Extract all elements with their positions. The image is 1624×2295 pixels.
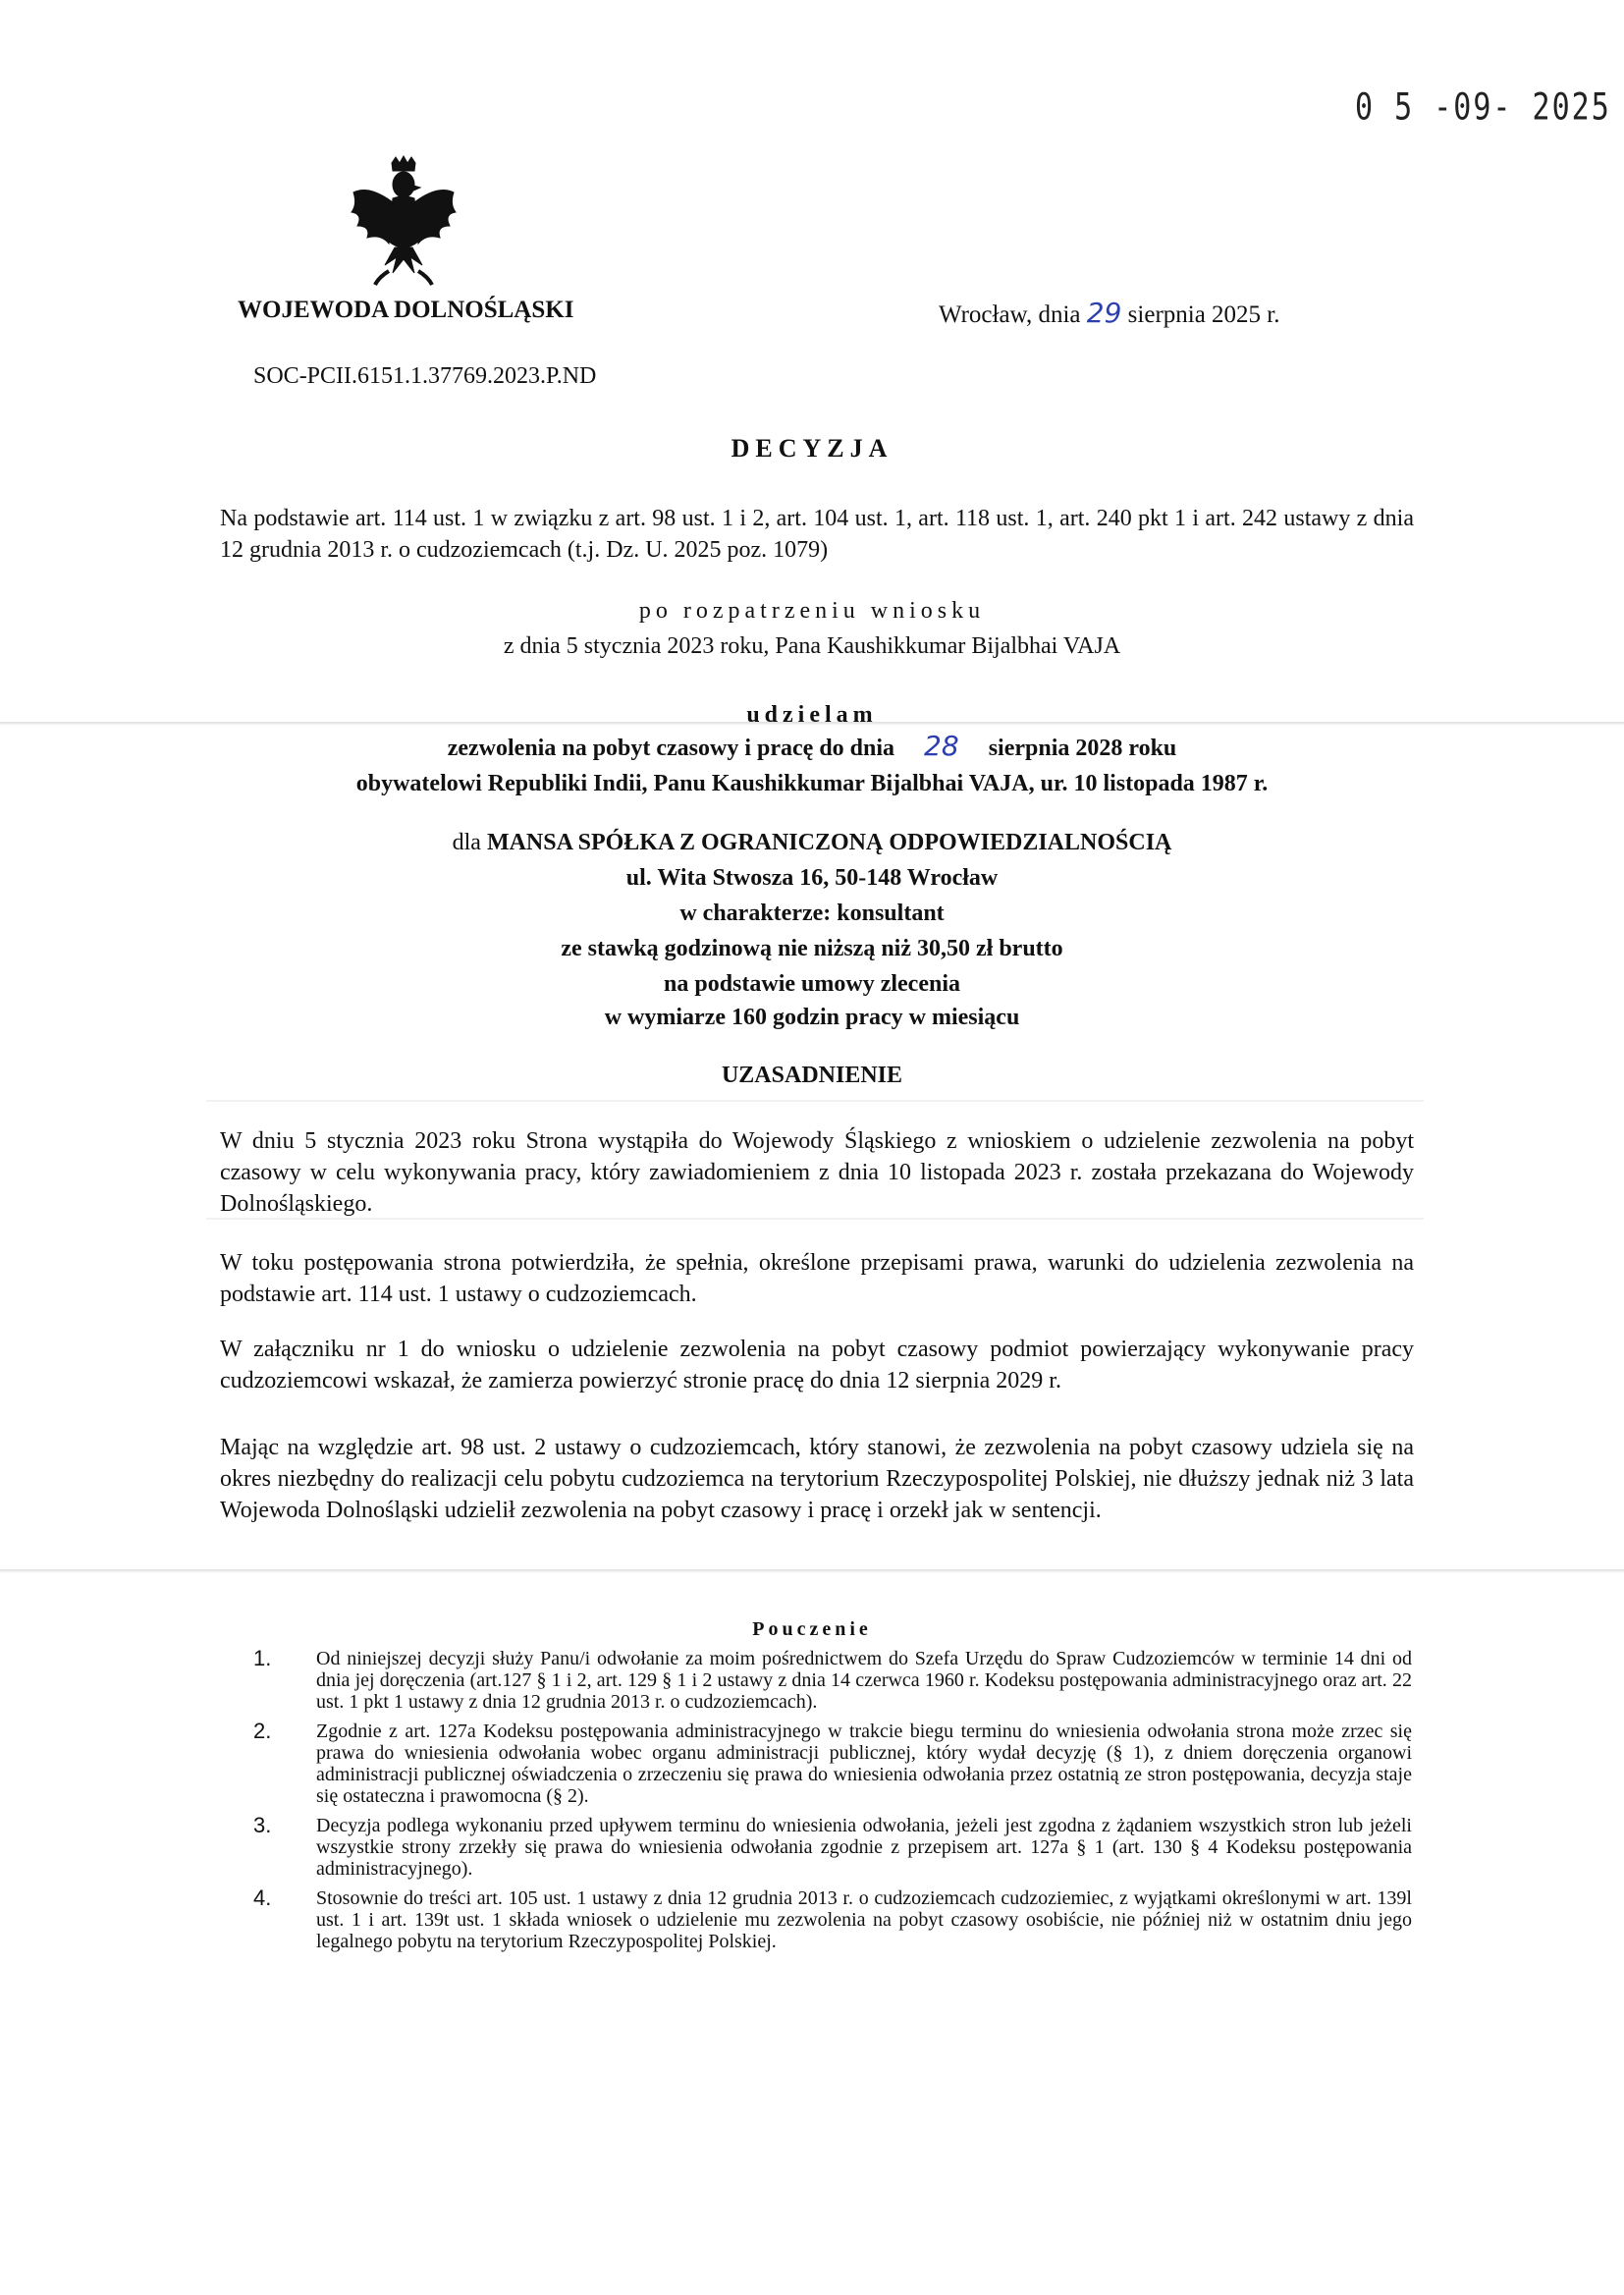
item-number: 3. xyxy=(253,1813,272,1837)
justification-paragraph: W dniu 5 stycznia 2023 roku Strona wystąpiła do Wojewody Śląskiego z wnioskiem o udzielenie zezwolenia na pobyt czasowy w celu wykonywania pracy, który zawiadomieniem z dnia 10 listopada 2023 r. została przekazana do Wojewody Dolnośląskiego. xyxy=(220,1128,1414,1217)
item-number: 4. xyxy=(253,1885,272,1910)
employer-address: ul. Wita Stwosza 16, 50-148 Wrocław xyxy=(625,865,999,891)
employer-name: MANSA SPÓŁKA Z OGRANICZONĄ ODPOWIEDZIALNOŚCIĄ xyxy=(486,830,1172,855)
item-text: Od niniejszej decyzji służy Panu/i odwołanie za moim pośrednictwem do Szefa Urzędu do Spraw Cudzoziemców w terminie 14 dni od dnia jej doręczenia (art.127 § 1 i 2, art. 129 § 1 i 2 ustawy z dnia 14 czerwca 1960 r. Kodeksu postępowania administracyjnego oraz art. 22 ust. 1 pkt 1 ustawy z dnia 12 grudnia 2013 r. o cudzoziemcach). xyxy=(316,1648,1412,1713)
list-item xyxy=(253,1815,1412,1880)
document-title: DECYZJA xyxy=(731,434,893,463)
item-text: Zgodnie z art. 127a Kodeksu postępowania administracyjnego w trakcie biegu terminu do wniesienia odwołania strona może zrzec się prawa do wniesienia odwołania wobec organu administracji publicznej, który wydał decyzję (§ 1), z dniem doręczenia organowi administracji publicznej oświadczenia o zrzeczeniu się prawa do wniesienia odwołania przez ostatnią ze stron postępowania, decyzja staje się ostateczna i prawomocna (§ 2). xyxy=(316,1721,1412,1807)
permit-prefix: zezwolenia na pobyt czasowy i pracę do dnia xyxy=(447,736,895,761)
item-text: Stosownie do treści art. 105 ust. 1 ustawy z dnia 12 grudnia 2013 r. o cudzoziemcach cudzoziemiec, z wyjątkami określonymi w art. 139l ust. 1 i art. 139t ust. 1 składa wniosek o udzielenie mu zezwolenia na pobyt czasowy osobiście, nie później niż w ostatnim dniu jego legalnego pobytu na terytorium Rzeczypospolitej Polskiej. xyxy=(316,1887,1412,1952)
recipient: obywatelowi Republiki Indii, Panu Kaushikkumar Bijalbhai VAJA, ur. 10 listopada 1987 r. xyxy=(355,771,1269,796)
received-date-stamp: 0 5 -09- 2025 xyxy=(1355,85,1611,130)
fold-line xyxy=(0,1569,1624,1573)
instructions-heading: Pouczenie xyxy=(752,1618,872,1640)
justification-paragraph: Mając na względzie art. 98 ust. 2 ustawy o cudzoziemcach, który stanowi, że zezwolenia na pobyt czasowy udziela się na okres niezbędny do realizacji celu pobytu cudzoziemca na terytorium Rzeczypospolitej Polskiej, nie dłuższy jednak niż 3 lata Wojewoda Dolnośląski udzielił zezwolenia na pobyt czasowy i pracę i orzekł jak w sentencji. xyxy=(220,1435,1414,1523)
case-number: SOC-PCII.6151.1.37769.2023.P.ND xyxy=(253,363,597,389)
handwritten-day: 29 xyxy=(1086,297,1122,329)
instructions-list xyxy=(253,1648,1412,1960)
permit-line xyxy=(0,731,1624,764)
issuing-authority: WOJEWODA DOLNOŚLĄSKI xyxy=(238,297,574,323)
justification-paragraph: W toku postępowania strona potwierdziła, że spełnia, określone przepisami prawa, warunki do udzielenia zezwolenia na podstawie art. 114 ust. 1 ustawy o cudzoziemcach. xyxy=(220,1250,1414,1307)
decision-verb: udzielam xyxy=(746,702,878,728)
consideration-line-1: po rozpatrzeniu wniosku xyxy=(638,598,986,624)
justification-paragraph: W załączniku nr 1 do wniosku o udzielenie zezwolenia na pobyt czasowy podmiot powierzający wykonywanie pracy cudzoziemcowi wskazał, że zamierza powierzyć stronie pracę do dnia 12 sierpnia 2029 r. xyxy=(220,1337,1414,1393)
polish-eagle-emblem-icon xyxy=(350,155,458,293)
handwritten-permit-day: 28 xyxy=(924,730,959,762)
list-item xyxy=(253,1648,1412,1713)
hourly-rate: ze stawką godzinową nie niższą niż 30,50 zł brutto xyxy=(561,936,1063,961)
list-item xyxy=(253,1887,1412,1952)
employer-prefix: dla xyxy=(452,830,481,855)
permit-suffix: sierpnia 2028 roku xyxy=(988,736,1177,761)
working-hours: w wymiarze 160 godzin pracy w miesiącu xyxy=(604,1005,1020,1030)
item-number: 1. xyxy=(253,1646,272,1670)
employer-name-line xyxy=(0,827,1624,858)
item-number: 2. xyxy=(253,1719,272,1743)
place-date-suffix: sierpnia 2025 r. xyxy=(1127,301,1280,328)
consideration-line-2: z dnia 5 stycznia 2023 roku, Pana Kaushikkumar Bijalbhai VAJA xyxy=(503,633,1121,659)
legal-basis: Na podstawie art. 114 ust. 1 w związku z art. 98 ust. 1 i 2, art. 104 ust. 1, art. 118 ust. 1, art. 240 pkt 1 i art. 242 ustawy z dnia 12 grudnia 2013 r. o cudzoziemcach (t.j. Dz. U. 2025 poz. 1079) xyxy=(220,506,1414,563)
place-and-date xyxy=(939,297,1280,329)
bleed-through xyxy=(206,1100,1424,1102)
place-date-prefix: Wrocław, dnia xyxy=(939,301,1081,328)
list-item xyxy=(253,1721,1412,1807)
item-text: Decyzja podlega wykonaniu przed upływem terminu do wniesienia odwołania, jeżeli jest zgodna z żądaniem wszystkich stron lub jeżeli wszystkie strony zrzekły się prawa do wniesienia odwołania zgodnie z przepisem art. 127a § 1 (art. 130 § 4 Kodeksu postępowania administracyjnego). xyxy=(316,1815,1412,1880)
employment-role: w charakterze: konsultant xyxy=(679,901,945,926)
justification-heading: UZASADNIENIE xyxy=(721,1063,903,1088)
contract-type: na podstawie umowy zlecenia xyxy=(664,971,960,997)
